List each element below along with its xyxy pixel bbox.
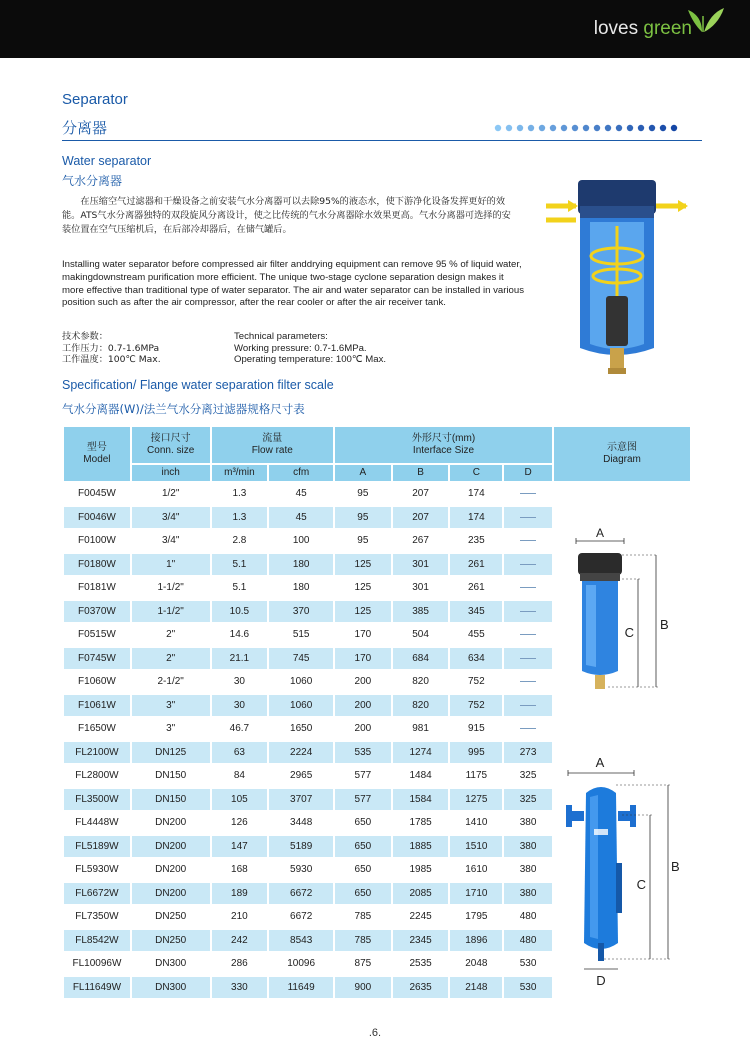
cell-dim-d: 530 <box>503 952 553 976</box>
cell-dim-c: 1275 <box>449 788 503 812</box>
cell-dim-c: 995 <box>449 741 503 765</box>
cell-dim-c: 752 <box>449 670 503 694</box>
tech-params-en <box>234 331 386 366</box>
section-title-cn: 分离器 <box>62 119 108 137</box>
cell-dim-c: 1896 <box>449 929 503 953</box>
description-cn: 在压缩空气过滤器和干燥设备之前安装气水分离器可以去除95%的液态水，使下游净化设备发挥更好的效能。ATS气水分离器独特的双段旋风分离设计，使之比传统的气水分离器除水效果更高。气水分离器可选择的安装位置在空气压缩机后，在后部冷却器后，在储气罐后。 <box>62 196 511 235</box>
cell-dim-b: 2635 <box>392 976 450 1000</box>
cell-model: F1060W <box>63 670 131 694</box>
decorative-dot <box>550 125 556 131</box>
decorative-dot <box>528 125 534 131</box>
cell-flow-cfm: 45 <box>268 506 334 530</box>
section-title: Separator <box>62 91 128 108</box>
cell-model: FL2800W <box>63 764 131 788</box>
cell-dim-a: 200 <box>334 694 392 718</box>
empty-dash <box>520 587 536 588</box>
cell-dim-a: 200 <box>334 670 392 694</box>
diagram2-label-d: D <box>596 973 606 989</box>
empty-dash <box>520 658 536 659</box>
cell-model: FL5930W <box>63 858 131 882</box>
cell-dim-b: 504 <box>392 623 450 647</box>
cell-dim-a: 650 <box>334 858 392 882</box>
tech-title-en: Technical parameters: <box>234 331 328 342</box>
diagram-cell-standard <box>553 482 691 741</box>
cell-dim-d: 380 <box>503 811 553 835</box>
spec-title: Specification/ Flange water separation filter scale <box>62 378 334 392</box>
cell-flow-m3: 330 <box>211 976 269 1000</box>
cell-flow-cfm: 3448 <box>268 811 334 835</box>
empty-dash <box>520 681 536 682</box>
cell-model: F0046W <box>63 506 131 530</box>
cell-flow-m3: 286 <box>211 952 269 976</box>
empty-dash <box>520 517 536 518</box>
cell-dim-d: 273 <box>503 741 553 765</box>
cell-model: F0180W <box>63 553 131 577</box>
cell-dim-b: 1885 <box>392 835 450 859</box>
header-col-d: D <box>503 464 553 482</box>
cell-flow-cfm: 45 <box>268 482 334 506</box>
cell-conn: 1" <box>131 553 211 577</box>
cell-flow-m3: 30 <box>211 694 269 718</box>
diagram2-label-a: A <box>595 755 605 771</box>
cell-flow-m3: 84 <box>211 764 269 788</box>
cell-conn: 3/4" <box>131 529 211 553</box>
cell-flow-m3: 46.7 <box>211 717 269 741</box>
flange-separator-diagram <box>558 743 686 993</box>
brand-word-loves: loves <box>593 18 639 39</box>
diagram2-label-c: C <box>636 877 646 893</box>
header-bar <box>0 0 750 58</box>
cell-dim-d <box>503 576 553 600</box>
water-separator-title-cn: 气水分离器 <box>62 174 123 188</box>
cell-dim-a: 95 <box>334 482 392 506</box>
diagram1-label-a: A <box>595 525 604 540</box>
cell-dim-c: 455 <box>449 623 503 647</box>
header-conn-en: Conn. size <box>147 445 195 456</box>
cell-dim-a: 200 <box>334 717 392 741</box>
spec-table-body <box>63 482 691 999</box>
cell-flow-m3: 63 <box>211 741 269 765</box>
cell-dim-a: 125 <box>334 576 392 600</box>
cell-dim-c: 1710 <box>449 882 503 906</box>
cell-model: FL7350W <box>63 905 131 929</box>
cell-conn: DN125 <box>131 741 211 765</box>
cell-model: F1061W <box>63 694 131 718</box>
header-size-en: Interface Size <box>412 445 475 456</box>
cell-flow-m3: 10.5 <box>211 600 269 624</box>
diagram-cell-flange <box>553 741 691 1000</box>
cell-flow-m3: 168 <box>211 858 269 882</box>
cell-dim-a: 785 <box>334 929 392 953</box>
diagram2-label-b: B <box>670 859 680 875</box>
cell-conn: DN300 <box>131 952 211 976</box>
cell-flow-cfm: 10096 <box>268 952 334 976</box>
cell-model: F0745W <box>63 647 131 671</box>
cell-dim-b: 385 <box>392 600 450 624</box>
header-conn <box>131 426 211 464</box>
cell-flow-m3: 14.6 <box>211 623 269 647</box>
tech-temp-cn: 工作温度：100℃ Max. <box>62 354 161 365</box>
decorative-dot <box>594 125 600 131</box>
cell-dim-a: 577 <box>334 788 392 812</box>
cell-dim-a: 875 <box>334 952 392 976</box>
decorative-dot <box>583 125 589 131</box>
cell-model: F0100W <box>63 529 131 553</box>
cell-dim-a: 170 <box>334 623 392 647</box>
cell-dim-d: 380 <box>503 882 553 906</box>
cell-conn: DN200 <box>131 858 211 882</box>
cell-dim-b: 207 <box>392 482 450 506</box>
cell-flow-cfm: 11649 <box>268 976 334 1000</box>
cell-model: F1650W <box>63 717 131 741</box>
cell-model: F0045W <box>63 482 131 506</box>
decorative-dot <box>627 125 633 131</box>
header-conn-cn: 接口尺寸 <box>150 433 191 444</box>
cell-dim-a: 170 <box>334 647 392 671</box>
cell-flow-cfm: 2224 <box>268 741 334 765</box>
cell-dim-c: 752 <box>449 694 503 718</box>
empty-dash <box>520 705 536 706</box>
cell-flow-m3: 5.1 <box>211 553 269 577</box>
cell-flow-m3: 147 <box>211 835 269 859</box>
decorative-dot <box>495 125 501 131</box>
cell-dim-c: 1410 <box>449 811 503 835</box>
empty-dash <box>520 728 536 729</box>
water-separator-cutaway-image <box>540 176 690 384</box>
cell-flow-cfm: 1060 <box>268 670 334 694</box>
section-divider <box>62 140 702 141</box>
header-diagram <box>553 426 691 482</box>
cell-dim-a: 785 <box>334 905 392 929</box>
cell-dim-d <box>503 623 553 647</box>
cell-dim-b: 2345 <box>392 929 450 953</box>
cell-model: FL4448W <box>63 811 131 835</box>
decorative-dot <box>638 125 644 131</box>
cell-dim-c: 345 <box>449 600 503 624</box>
header-diagram-en: Diagram <box>603 454 641 465</box>
cell-dim-c: 915 <box>449 717 503 741</box>
cell-conn: DN250 <box>131 929 211 953</box>
cell-flow-cfm: 515 <box>268 623 334 647</box>
cell-dim-d <box>503 506 553 530</box>
cell-dim-b: 1584 <box>392 788 450 812</box>
cell-dim-b: 207 <box>392 506 450 530</box>
cell-model: F0370W <box>63 600 131 624</box>
cell-dim-b: 1985 <box>392 858 450 882</box>
cell-dim-a: 125 <box>334 600 392 624</box>
cell-dim-c: 174 <box>449 482 503 506</box>
cell-dim-d: 325 <box>503 764 553 788</box>
cell-conn: 3" <box>131 717 211 741</box>
cell-conn: 1-1/2" <box>131 600 211 624</box>
cell-flow-m3: 1.3 <box>211 506 269 530</box>
cell-dim-b: 1484 <box>392 764 450 788</box>
cell-dim-a: 650 <box>334 882 392 906</box>
cell-dim-b: 301 <box>392 576 450 600</box>
empty-dash <box>520 564 536 565</box>
cell-conn: DN300 <box>131 976 211 1000</box>
cell-dim-b: 301 <box>392 553 450 577</box>
cell-conn: 2" <box>131 647 211 671</box>
cell-model: FL3500W <box>63 788 131 812</box>
cell-dim-c: 1795 <box>449 905 503 929</box>
cell-conn: 1/2" <box>131 482 211 506</box>
cell-flow-cfm: 3707 <box>268 788 334 812</box>
cell-flow-cfm: 5930 <box>268 858 334 882</box>
cell-dim-a: 650 <box>334 811 392 835</box>
cell-dim-c: 1510 <box>449 835 503 859</box>
cell-dim-a: 900 <box>334 976 392 1000</box>
cell-dim-c: 174 <box>449 506 503 530</box>
header-size-cn: 外形尺寸(mm) <box>411 433 476 444</box>
cell-dim-c: 2048 <box>449 952 503 976</box>
decorative-dot <box>605 125 611 131</box>
cell-dim-a: 95 <box>334 529 392 553</box>
standard-separator-diagram <box>558 495 686 725</box>
leaf-icon <box>680 4 728 34</box>
cell-dim-d <box>503 529 553 553</box>
cell-model: FL6672W <box>63 882 131 906</box>
cell-flow-cfm: 1060 <box>268 694 334 718</box>
cell-dim-c: 1175 <box>449 764 503 788</box>
cell-conn: DN150 <box>131 788 211 812</box>
decorative-dot <box>561 125 567 131</box>
header-flow-en: Flow rate <box>251 445 293 456</box>
header-flow <box>211 426 335 464</box>
cell-conn: DN200 <box>131 835 211 859</box>
spec-table <box>62 425 692 1000</box>
cell-conn: DN200 <box>131 882 211 906</box>
cell-dim-b: 2535 <box>392 952 450 976</box>
tech-pressure-en: Working pressure: 0.7-1.6MPa. <box>234 342 367 354</box>
cell-dim-c: 1610 <box>449 858 503 882</box>
cell-dim-d <box>503 694 553 718</box>
header-flow-unit-m3: m³/min <box>211 464 269 482</box>
header-col-b: B <box>392 464 450 482</box>
header-diagram-cn: 示意图 <box>606 442 637 453</box>
cell-dim-b: 1274 <box>392 741 450 765</box>
cell-dim-a: 125 <box>334 553 392 577</box>
cell-flow-cfm: 5189 <box>268 835 334 859</box>
cell-dim-d <box>503 670 553 694</box>
cell-dim-b: 820 <box>392 670 450 694</box>
cell-dim-d <box>503 482 553 506</box>
cell-dim-d: 530 <box>503 976 553 1000</box>
decorative-dot <box>671 125 677 131</box>
cell-dim-c: 235 <box>449 529 503 553</box>
brand-word-green: green <box>643 18 692 39</box>
cell-flow-m3: 105 <box>211 788 269 812</box>
cell-dim-d: 325 <box>503 788 553 812</box>
header-model <box>63 426 131 482</box>
empty-dash <box>520 540 536 541</box>
header-col-c: C <box>449 464 503 482</box>
cell-dim-d: 380 <box>503 835 553 859</box>
cell-flow-cfm: 745 <box>268 647 334 671</box>
spec-title-cn: 气水分离器(W)/法兰气水分离过滤器规格尺寸表 <box>62 402 305 416</box>
cell-model: FL8542W <box>63 929 131 953</box>
cell-flow-m3: 2.8 <box>211 529 269 553</box>
cell-dim-b: 820 <box>392 694 450 718</box>
cell-dim-c: 261 <box>449 553 503 577</box>
table-row <box>63 482 691 506</box>
header-flow-unit-cfm: cfm <box>268 464 334 482</box>
cell-conn: 3" <box>131 694 211 718</box>
decorative-dot <box>517 125 523 131</box>
tech-title-cn: 技术参数： <box>62 331 108 342</box>
cell-dim-a: 650 <box>334 835 392 859</box>
table-row <box>63 741 691 765</box>
decorative-dots <box>494 124 684 132</box>
cell-dim-d: 480 <box>503 929 553 953</box>
diagram1-label-b: B <box>659 616 669 632</box>
cell-dim-c: 2148 <box>449 976 503 1000</box>
empty-dash <box>520 611 536 612</box>
page-number: .6. <box>368 1027 382 1039</box>
cell-dim-a: 95 <box>334 506 392 530</box>
cell-flow-cfm: 2965 <box>268 764 334 788</box>
cell-flow-cfm: 1650 <box>268 717 334 741</box>
cell-dim-d <box>503 717 553 741</box>
decorative-dot <box>649 125 655 131</box>
empty-dash <box>520 493 536 494</box>
description-en: Installing water separator before compressed air filter anddrying equipment can remove 95 % of liquid water, makingdownstream purification more efficient. The unique two-stage cyclone separation design makes it more effective than traditional type of water separator. The air and water separator can be installed in various position such as after the air compressor, after the rear cooler or after the air receiver tank. <box>62 259 525 309</box>
cell-dim-d: 380 <box>503 858 553 882</box>
cell-model: FL5189W <box>63 835 131 859</box>
header-model-en: Model <box>83 454 111 465</box>
cell-flow-cfm: 180 <box>268 553 334 577</box>
cell-flow-m3: 5.1 <box>211 576 269 600</box>
decorative-dot <box>572 125 578 131</box>
cell-conn: 2-1/2" <box>131 670 211 694</box>
cell-dim-d <box>503 553 553 577</box>
cell-model: FL11649W <box>63 976 131 1000</box>
cell-conn: DN250 <box>131 905 211 929</box>
decorative-dot <box>506 125 512 131</box>
cell-dim-a: 535 <box>334 741 392 765</box>
cell-conn: DN200 <box>131 811 211 835</box>
cell-dim-b: 981 <box>392 717 450 741</box>
cell-dim-d <box>503 600 553 624</box>
empty-dash <box>520 634 536 635</box>
cell-model: FL10096W <box>63 952 131 976</box>
tech-params-cn <box>62 331 161 366</box>
cell-dim-b: 684 <box>392 647 450 671</box>
cell-flow-m3: 126 <box>211 811 269 835</box>
decorative-dot <box>660 125 666 131</box>
decorative-dot <box>616 125 622 131</box>
cell-dim-d: 480 <box>503 905 553 929</box>
cell-model: F0181W <box>63 576 131 600</box>
cell-conn: DN150 <box>131 764 211 788</box>
cell-dim-d <box>503 647 553 671</box>
header-conn-unit: inch <box>131 464 211 482</box>
water-separator-title: Water separator <box>62 154 152 168</box>
cell-dim-b: 2245 <box>392 905 450 929</box>
cell-flow-cfm: 100 <box>268 529 334 553</box>
cell-model: FL2100W <box>63 741 131 765</box>
cell-dim-c: 261 <box>449 576 503 600</box>
cell-flow-cfm: 6672 <box>268 882 334 906</box>
cell-flow-m3: 189 <box>211 882 269 906</box>
tech-pressure-cn: 工作压力：0.7-1.6MPa <box>62 342 160 354</box>
cell-dim-a: 577 <box>334 764 392 788</box>
tech-temp-en: Operating temperature: 100℃ Max. <box>234 354 387 365</box>
cell-dim-b: 267 <box>392 529 450 553</box>
cell-flow-cfm: 370 <box>268 600 334 624</box>
header-flow-cn: 流量 <box>262 433 283 444</box>
header-model-cn: 型号 <box>86 442 107 453</box>
cell-conn: 1-1/2" <box>131 576 211 600</box>
header-size <box>334 426 553 464</box>
cell-flow-m3: 210 <box>211 905 269 929</box>
cell-conn: 2" <box>131 623 211 647</box>
diagram1-label-c: C <box>624 624 634 640</box>
cell-flow-m3: 21.1 <box>211 647 269 671</box>
decorative-dot <box>539 125 545 131</box>
cell-flow-cfm: 180 <box>268 576 334 600</box>
cell-flow-cfm: 6672 <box>268 905 334 929</box>
cell-dim-b: 1785 <box>392 811 450 835</box>
cell-flow-m3: 1.3 <box>211 482 269 506</box>
cell-model: F0515W <box>63 623 131 647</box>
header-col-a: A <box>334 464 392 482</box>
cell-dim-b: 2085 <box>392 882 450 906</box>
cell-conn: 3/4" <box>131 506 211 530</box>
cell-flow-m3: 242 <box>211 929 269 953</box>
cell-flow-cfm: 8543 <box>268 929 334 953</box>
brand-logo <box>594 18 692 40</box>
cell-dim-c: 634 <box>449 647 503 671</box>
cell-flow-m3: 30 <box>211 670 269 694</box>
